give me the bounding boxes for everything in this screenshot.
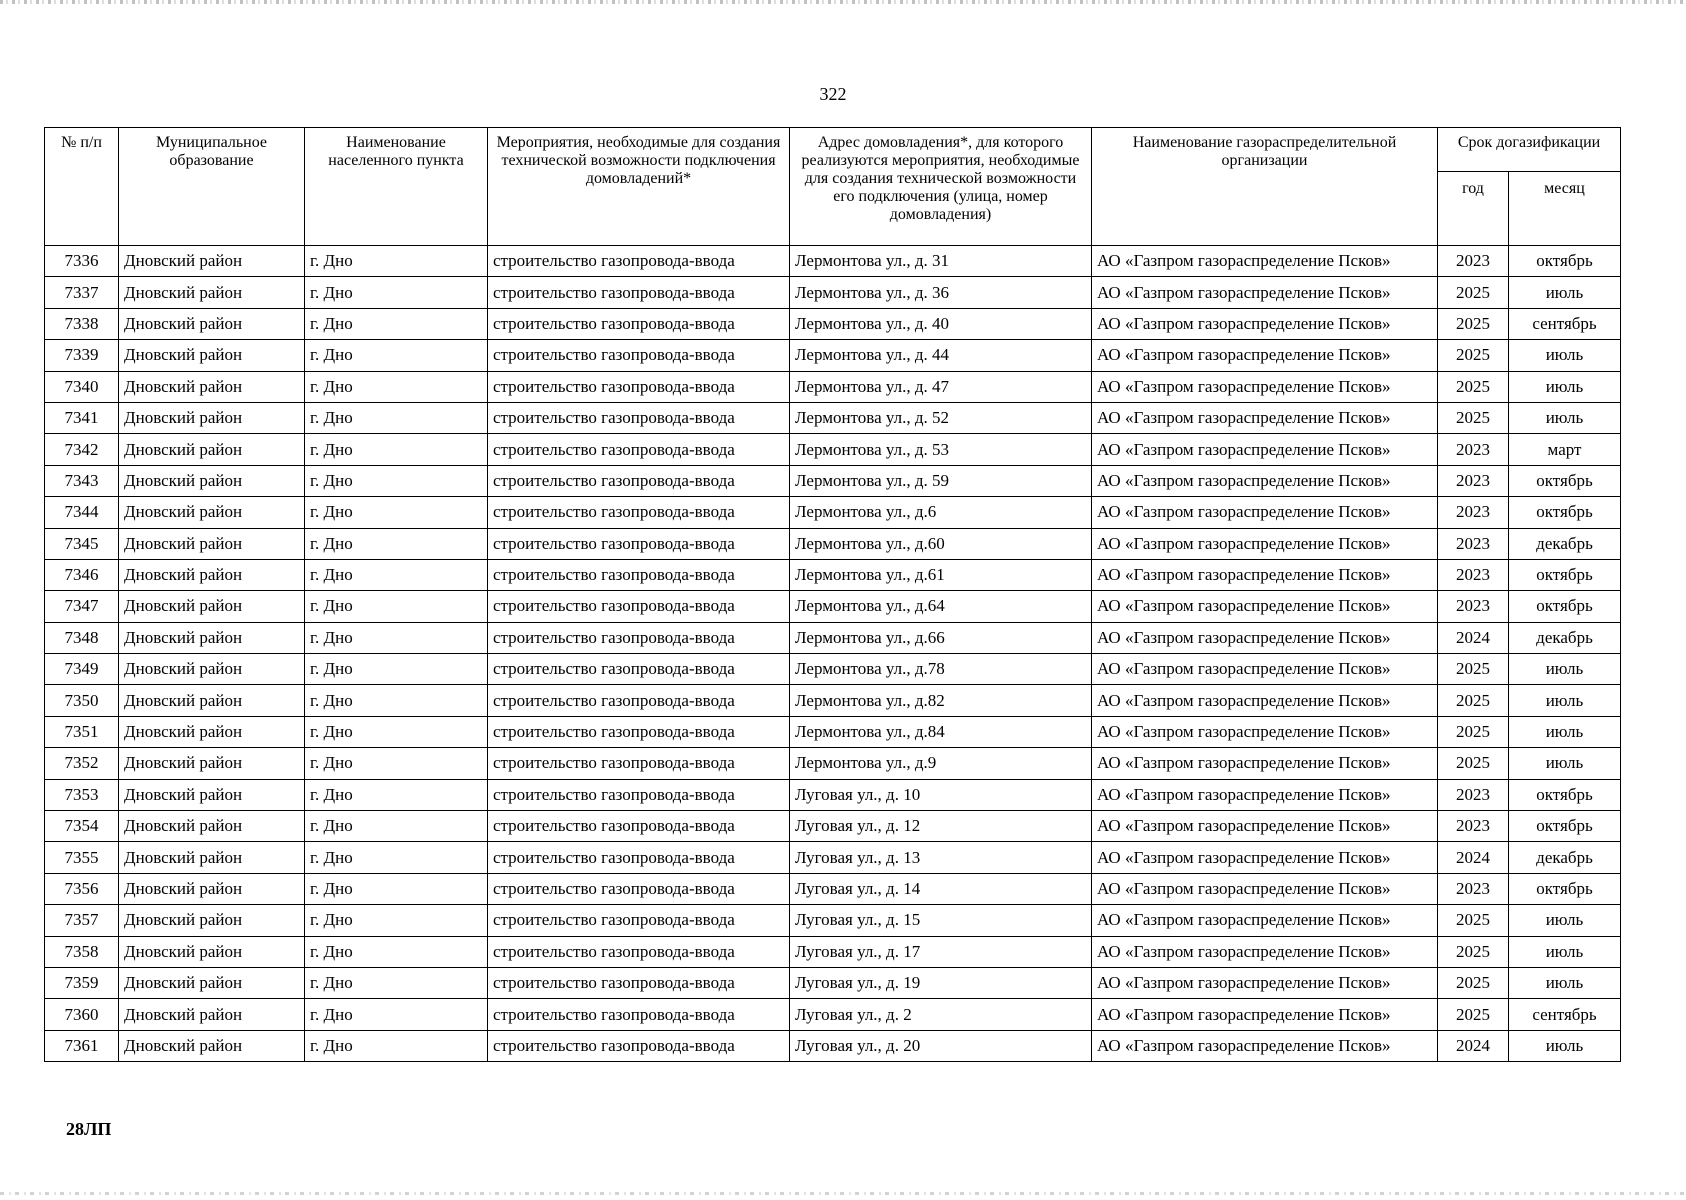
cell-year: 2025	[1438, 905, 1509, 936]
cell-month: сентябрь	[1509, 999, 1621, 1030]
cell-month: июль	[1509, 685, 1621, 716]
cell-month: октябрь	[1509, 779, 1621, 810]
cell-address: Лермонтова ул., д.78	[790, 654, 1092, 685]
cell-settlement: г. Дно	[305, 465, 488, 496]
cell-organization: АО «Газпром газораспределение Псков»	[1092, 591, 1438, 622]
cell-municipality: Дновский район	[119, 591, 305, 622]
scan-edge-top	[0, 0, 1686, 4]
cell-address: Луговая ул., д. 20	[790, 1030, 1092, 1061]
cell-year: 2023	[1438, 811, 1509, 842]
cell-organization: АО «Газпром газораспределение Псков»	[1092, 905, 1438, 936]
cell-settlement: г. Дно	[305, 999, 488, 1030]
cell-address: Луговая ул., д. 2	[790, 999, 1092, 1030]
cell-year: 2023	[1438, 246, 1509, 277]
table-row	[45, 748, 1621, 779]
cell-organization: АО «Газпром газораспределение Псков»	[1092, 434, 1438, 465]
header-month: месяц	[1509, 172, 1621, 246]
cell-settlement: г. Дно	[305, 936, 488, 967]
cell-year: 2023	[1438, 465, 1509, 496]
cell-settlement: г. Дно	[305, 591, 488, 622]
cell-address: Луговая ул., д. 14	[790, 873, 1092, 904]
table-row	[45, 277, 1621, 308]
cell-month: март	[1509, 434, 1621, 465]
cell-municipality: Дновский район	[119, 748, 305, 779]
table-row	[45, 340, 1621, 371]
table-row	[45, 779, 1621, 810]
cell-year: 2023	[1438, 559, 1509, 590]
cell-municipality: Дновский район	[119, 811, 305, 842]
table-row	[45, 716, 1621, 747]
cell-year: 2023	[1438, 434, 1509, 465]
cell-address: Луговая ул., д. 17	[790, 936, 1092, 967]
cell-settlement: г. Дно	[305, 842, 488, 873]
cell-num: 7345	[45, 528, 119, 559]
cell-num: 7336	[45, 246, 119, 277]
gasification-table	[44, 127, 1621, 1062]
cell-municipality: Дновский район	[119, 842, 305, 873]
cell-month: июль	[1509, 967, 1621, 998]
cell-organization: АО «Газпром газораспределение Псков»	[1092, 277, 1438, 308]
cell-num: 7341	[45, 402, 119, 433]
cell-address: Луговая ул., д. 12	[790, 811, 1092, 842]
cell-organization: АО «Газпром газораспределение Псков»	[1092, 873, 1438, 904]
cell-address: Лермонтова ул., д. 47	[790, 371, 1092, 402]
cell-year: 2024	[1438, 622, 1509, 653]
cell-month: июль	[1509, 654, 1621, 685]
cell-address: Луговая ул., д. 10	[790, 779, 1092, 810]
cell-address: Лермонтова ул., д.82	[790, 685, 1092, 716]
cell-settlement: г. Дно	[305, 685, 488, 716]
scan-edge-bottom	[0, 1192, 1686, 1195]
cell-measures: строительство газопровода-ввода	[488, 654, 790, 685]
cell-address: Лермонтова ул., д. 36	[790, 277, 1092, 308]
cell-year: 2023	[1438, 873, 1509, 904]
cell-settlement: г. Дно	[305, 622, 488, 653]
cell-month: июль	[1509, 905, 1621, 936]
cell-address: Лермонтова ул., д. 31	[790, 246, 1092, 277]
cell-num: 7358	[45, 936, 119, 967]
cell-year: 2025	[1438, 654, 1509, 685]
cell-month: июль	[1509, 371, 1621, 402]
cell-measures: строительство газопровода-ввода	[488, 528, 790, 559]
table-row	[45, 936, 1621, 967]
cell-num: 7357	[45, 905, 119, 936]
table-row	[45, 528, 1621, 559]
cell-organization: АО «Газпром газораспределение Псков»	[1092, 528, 1438, 559]
header-measures: Мероприятия, необходимые для создания технической возможности подключения домовладений*	[488, 128, 790, 246]
cell-year: 2025	[1438, 967, 1509, 998]
cell-address: Лермонтова ул., д.61	[790, 559, 1092, 590]
cell-measures: строительство газопровода-ввода	[488, 873, 790, 904]
cell-measures: строительство газопровода-ввода	[488, 1030, 790, 1061]
cell-measures: строительство газопровода-ввода	[488, 716, 790, 747]
cell-measures: строительство газопровода-ввода	[488, 308, 790, 339]
cell-month: декабрь	[1509, 528, 1621, 559]
cell-num: 7353	[45, 779, 119, 810]
cell-num: 7340	[45, 371, 119, 402]
cell-num: 7361	[45, 1030, 119, 1061]
cell-organization: АО «Газпром газораспределение Псков»	[1092, 967, 1438, 998]
cell-organization: АО «Газпром газораспределение Псков»	[1092, 308, 1438, 339]
table-row	[45, 622, 1621, 653]
cell-municipality: Дновский район	[119, 246, 305, 277]
cell-month: декабрь	[1509, 842, 1621, 873]
cell-month: декабрь	[1509, 622, 1621, 653]
cell-measures: строительство газопровода-ввода	[488, 842, 790, 873]
cell-organization: АО «Газпром газораспределение Псков»	[1092, 748, 1438, 779]
cell-month: октябрь	[1509, 559, 1621, 590]
cell-municipality: Дновский район	[119, 779, 305, 810]
cell-month: октябрь	[1509, 497, 1621, 528]
cell-organization: АО «Газпром газораспределение Псков»	[1092, 246, 1438, 277]
cell-municipality: Дновский район	[119, 528, 305, 559]
cell-organization: АО «Газпром газораспределение Псков»	[1092, 654, 1438, 685]
cell-address: Луговая ул., д. 15	[790, 905, 1092, 936]
cell-num: 7359	[45, 967, 119, 998]
cell-organization: АО «Газпром газораспределение Псков»	[1092, 716, 1438, 747]
cell-measures: строительство газопровода-ввода	[488, 779, 790, 810]
cell-address: Лермонтова ул., д.6	[790, 497, 1092, 528]
cell-municipality: Дновский район	[119, 497, 305, 528]
cell-address: Лермонтова ул., д.84	[790, 716, 1092, 747]
cell-municipality: Дновский район	[119, 371, 305, 402]
cell-year: 2025	[1438, 716, 1509, 747]
cell-settlement: г. Дно	[305, 497, 488, 528]
cell-municipality: Дновский район	[119, 873, 305, 904]
cell-settlement: г. Дно	[305, 371, 488, 402]
cell-address: Луговая ул., д. 19	[790, 967, 1092, 998]
cell-organization: АО «Газпром газораспределение Псков»	[1092, 936, 1438, 967]
cell-num: 7360	[45, 999, 119, 1030]
cell-settlement: г. Дно	[305, 967, 488, 998]
table-row	[45, 967, 1621, 998]
cell-municipality: Дновский район	[119, 277, 305, 308]
header-term: Срок догазификации	[1438, 128, 1621, 172]
table-row	[45, 497, 1621, 528]
cell-num: 7346	[45, 559, 119, 590]
cell-measures: строительство газопровода-ввода	[488, 559, 790, 590]
cell-organization: АО «Газпром газораспределение Псков»	[1092, 622, 1438, 653]
footer-code: 28ЛП	[66, 1119, 112, 1139]
cell-year: 2025	[1438, 748, 1509, 779]
cell-settlement: г. Дно	[305, 402, 488, 433]
table-row	[45, 434, 1621, 465]
cell-settlement: г. Дно	[305, 873, 488, 904]
cell-organization: АО «Газпром газораспределение Псков»	[1092, 340, 1438, 371]
cell-measures: строительство газопровода-ввода	[488, 999, 790, 1030]
cell-municipality: Дновский район	[119, 967, 305, 998]
cell-settlement: г. Дно	[305, 811, 488, 842]
cell-measures: строительство газопровода-ввода	[488, 905, 790, 936]
cell-year: 2025	[1438, 277, 1509, 308]
cell-month: июль	[1509, 402, 1621, 433]
cell-organization: АО «Газпром газораспределение Псков»	[1092, 811, 1438, 842]
cell-organization: АО «Газпром газораспределение Псков»	[1092, 685, 1438, 716]
cell-num: 7337	[45, 277, 119, 308]
cell-organization: АО «Газпром газораспределение Псков»	[1092, 465, 1438, 496]
cell-measures: строительство газопровода-ввода	[488, 748, 790, 779]
cell-month: октябрь	[1509, 465, 1621, 496]
cell-municipality: Дновский район	[119, 1030, 305, 1061]
cell-municipality: Дновский район	[119, 999, 305, 1030]
table-row	[45, 811, 1621, 842]
cell-measures: строительство газопровода-ввода	[488, 465, 790, 496]
cell-num: 7350	[45, 685, 119, 716]
cell-address: Лермонтова ул., д. 52	[790, 402, 1092, 433]
cell-settlement: г. Дно	[305, 434, 488, 465]
cell-month: июль	[1509, 340, 1621, 371]
cell-year: 2025	[1438, 685, 1509, 716]
cell-municipality: Дновский район	[119, 308, 305, 339]
cell-settlement: г. Дно	[305, 654, 488, 685]
cell-num: 7354	[45, 811, 119, 842]
cell-measures: строительство газопровода-ввода	[488, 811, 790, 842]
header-year: год	[1438, 172, 1509, 246]
cell-measures: строительство газопровода-ввода	[488, 967, 790, 998]
cell-measures: строительство газопровода-ввода	[488, 246, 790, 277]
cell-measures: строительство газопровода-ввода	[488, 591, 790, 622]
cell-municipality: Дновский район	[119, 340, 305, 371]
cell-month: июль	[1509, 748, 1621, 779]
header-address: Адрес домовладения*, для которого реализуются мероприятия, необходимые для создания технической возможности его подключения (улица, номер домовладения)	[790, 128, 1092, 246]
cell-address: Лермонтова ул., д. 44	[790, 340, 1092, 371]
cell-num: 7344	[45, 497, 119, 528]
cell-municipality: Дновский район	[119, 465, 305, 496]
cell-year: 2023	[1438, 591, 1509, 622]
cell-settlement: г. Дно	[305, 559, 488, 590]
cell-year: 2025	[1438, 999, 1509, 1030]
cell-settlement: г. Дно	[305, 1030, 488, 1061]
cell-month: июль	[1509, 1030, 1621, 1061]
cell-settlement: г. Дно	[305, 277, 488, 308]
cell-municipality: Дновский район	[119, 905, 305, 936]
cell-organization: АО «Газпром газораспределение Псков»	[1092, 559, 1438, 590]
cell-month: сентябрь	[1509, 308, 1621, 339]
cell-year: 2023	[1438, 497, 1509, 528]
cell-organization: АО «Газпром газораспределение Псков»	[1092, 371, 1438, 402]
cell-num: 7338	[45, 308, 119, 339]
cell-address: Лермонтова ул., д. 40	[790, 308, 1092, 339]
cell-municipality: Дновский район	[119, 936, 305, 967]
cell-municipality: Дновский район	[119, 559, 305, 590]
header-municipality: Муниципальное образование	[119, 128, 305, 246]
table-row	[45, 559, 1621, 590]
cell-settlement: г. Дно	[305, 528, 488, 559]
cell-month: июль	[1509, 936, 1621, 967]
cell-measures: строительство газопровода-ввода	[488, 277, 790, 308]
table-row	[45, 371, 1621, 402]
cell-num: 7347	[45, 591, 119, 622]
cell-measures: строительство газопровода-ввода	[488, 497, 790, 528]
cell-measures: строительство газопровода-ввода	[488, 371, 790, 402]
cell-address: Лермонтова ул., д. 53	[790, 434, 1092, 465]
cell-measures: строительство газопровода-ввода	[488, 622, 790, 653]
cell-measures: строительство газопровода-ввода	[488, 402, 790, 433]
header-organization: Наименование газораспределительной организации	[1092, 128, 1438, 246]
cell-month: октябрь	[1509, 873, 1621, 904]
cell-num: 7356	[45, 873, 119, 904]
cell-address: Лермонтова ул., д.66	[790, 622, 1092, 653]
cell-num: 7342	[45, 434, 119, 465]
table-row	[45, 1030, 1621, 1061]
header-num: № п/п	[45, 128, 119, 246]
page-number: 322	[819, 84, 847, 104]
table-row	[45, 402, 1621, 433]
cell-municipality: Дновский район	[119, 434, 305, 465]
cell-organization: АО «Газпром газораспределение Псков»	[1092, 999, 1438, 1030]
cell-municipality: Дновский район	[119, 716, 305, 747]
cell-month: июль	[1509, 716, 1621, 747]
cell-num: 7343	[45, 465, 119, 496]
cell-settlement: г. Дно	[305, 340, 488, 371]
cell-municipality: Дновский район	[119, 654, 305, 685]
cell-address: Лермонтова ул., д. 59	[790, 465, 1092, 496]
cell-num: 7348	[45, 622, 119, 653]
cell-address: Луговая ул., д. 13	[790, 842, 1092, 873]
cell-address: Лермонтова ул., д.9	[790, 748, 1092, 779]
header-settlement: Наименование населенного пункта	[305, 128, 488, 246]
cell-measures: строительство газопровода-ввода	[488, 685, 790, 716]
cell-address: Лермонтова ул., д.60	[790, 528, 1092, 559]
cell-month: октябрь	[1509, 591, 1621, 622]
cell-month: июль	[1509, 277, 1621, 308]
cell-settlement: г. Дно	[305, 716, 488, 747]
table-row	[45, 873, 1621, 904]
table-row	[45, 591, 1621, 622]
cell-year: 2024	[1438, 842, 1509, 873]
table-row	[45, 905, 1621, 936]
table-body	[45, 246, 1621, 1062]
cell-num: 7352	[45, 748, 119, 779]
table-row	[45, 842, 1621, 873]
cell-organization: АО «Газпром газораспределение Псков»	[1092, 1030, 1438, 1061]
cell-year: 2025	[1438, 371, 1509, 402]
cell-measures: строительство газопровода-ввода	[488, 936, 790, 967]
cell-year: 2023	[1438, 528, 1509, 559]
cell-municipality: Дновский район	[119, 685, 305, 716]
cell-settlement: г. Дно	[305, 246, 488, 277]
table-row	[45, 685, 1621, 716]
table-row	[45, 308, 1621, 339]
cell-settlement: г. Дно	[305, 308, 488, 339]
cell-municipality: Дновский район	[119, 622, 305, 653]
cell-organization: АО «Газпром газораспределение Псков»	[1092, 779, 1438, 810]
cell-address: Лермонтова ул., д.64	[790, 591, 1092, 622]
table-row	[45, 654, 1621, 685]
cell-settlement: г. Дно	[305, 905, 488, 936]
cell-measures: строительство газопровода-ввода	[488, 434, 790, 465]
cell-year: 2025	[1438, 402, 1509, 433]
cell-month: октябрь	[1509, 246, 1621, 277]
cell-organization: АО «Газпром газораспределение Псков»	[1092, 497, 1438, 528]
cell-num: 7339	[45, 340, 119, 371]
cell-year: 2023	[1438, 779, 1509, 810]
table-row	[45, 246, 1621, 277]
table-row	[45, 999, 1621, 1030]
cell-measures: строительство газопровода-ввода	[488, 340, 790, 371]
cell-month: октябрь	[1509, 811, 1621, 842]
cell-settlement: г. Дно	[305, 748, 488, 779]
cell-organization: АО «Газпром газораспределение Псков»	[1092, 842, 1438, 873]
cell-year: 2025	[1438, 340, 1509, 371]
cell-num: 7349	[45, 654, 119, 685]
cell-year: 2024	[1438, 1030, 1509, 1061]
cell-settlement: г. Дно	[305, 779, 488, 810]
cell-num: 7351	[45, 716, 119, 747]
table-row	[45, 465, 1621, 496]
cell-num: 7355	[45, 842, 119, 873]
cell-year: 2025	[1438, 936, 1509, 967]
cell-organization: АО «Газпром газораспределение Псков»	[1092, 402, 1438, 433]
cell-municipality: Дновский район	[119, 402, 305, 433]
cell-year: 2025	[1438, 308, 1509, 339]
